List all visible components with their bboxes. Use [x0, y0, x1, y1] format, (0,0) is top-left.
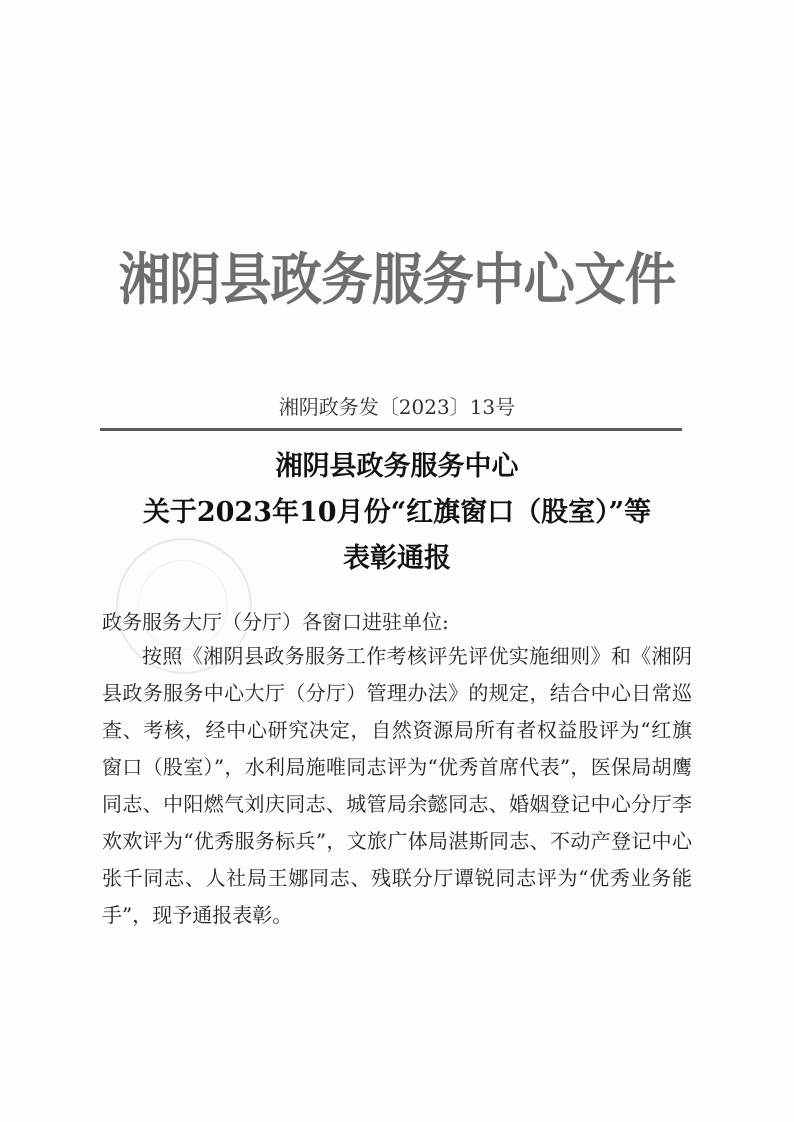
body-paragraph: 按照《湘阴县政务服务工作考核评先评优实施细则》和《湘阴县政务服务中心大厅（分厅）管理办法》的规定，结合中心日常巡查、考核，经中心研究决定，自然资源局所有者权益股评为“红旗窗口（股室）”，水利局施唯同志评为“优秀首席代表”，医保局胡鹰同志、中阳燃气刘庆同志、城管局余懿同志、婚姻登记中心分厅李欢欢评为“优秀服务标兵”，文旅广体局湛斯同志、不动产登记中心张千同志、人社局王娜同志、残联分厅谭锐同志评为“优秀业务能手”，现予通报表彰。 [102, 644, 692, 927]
document-number: 湘阴政务发〔2023〕13号 [278, 395, 516, 419]
document-title-line-3: 表彰通报 [343, 543, 451, 574]
salutation: 政务服务大厅（分厅）各窗口进驻单位: [102, 610, 449, 634]
document-masthead: 湘阴县政务服务中心文件 [118, 248, 676, 313]
document-title-line-1: 湘阴县政务服务中心 [275, 451, 519, 482]
header-divider [100, 428, 682, 431]
document-title-line-2: 关于2023年10月份“红旗窗口（股室）”等 [142, 497, 652, 528]
seal-inner-ring [138, 560, 228, 650]
